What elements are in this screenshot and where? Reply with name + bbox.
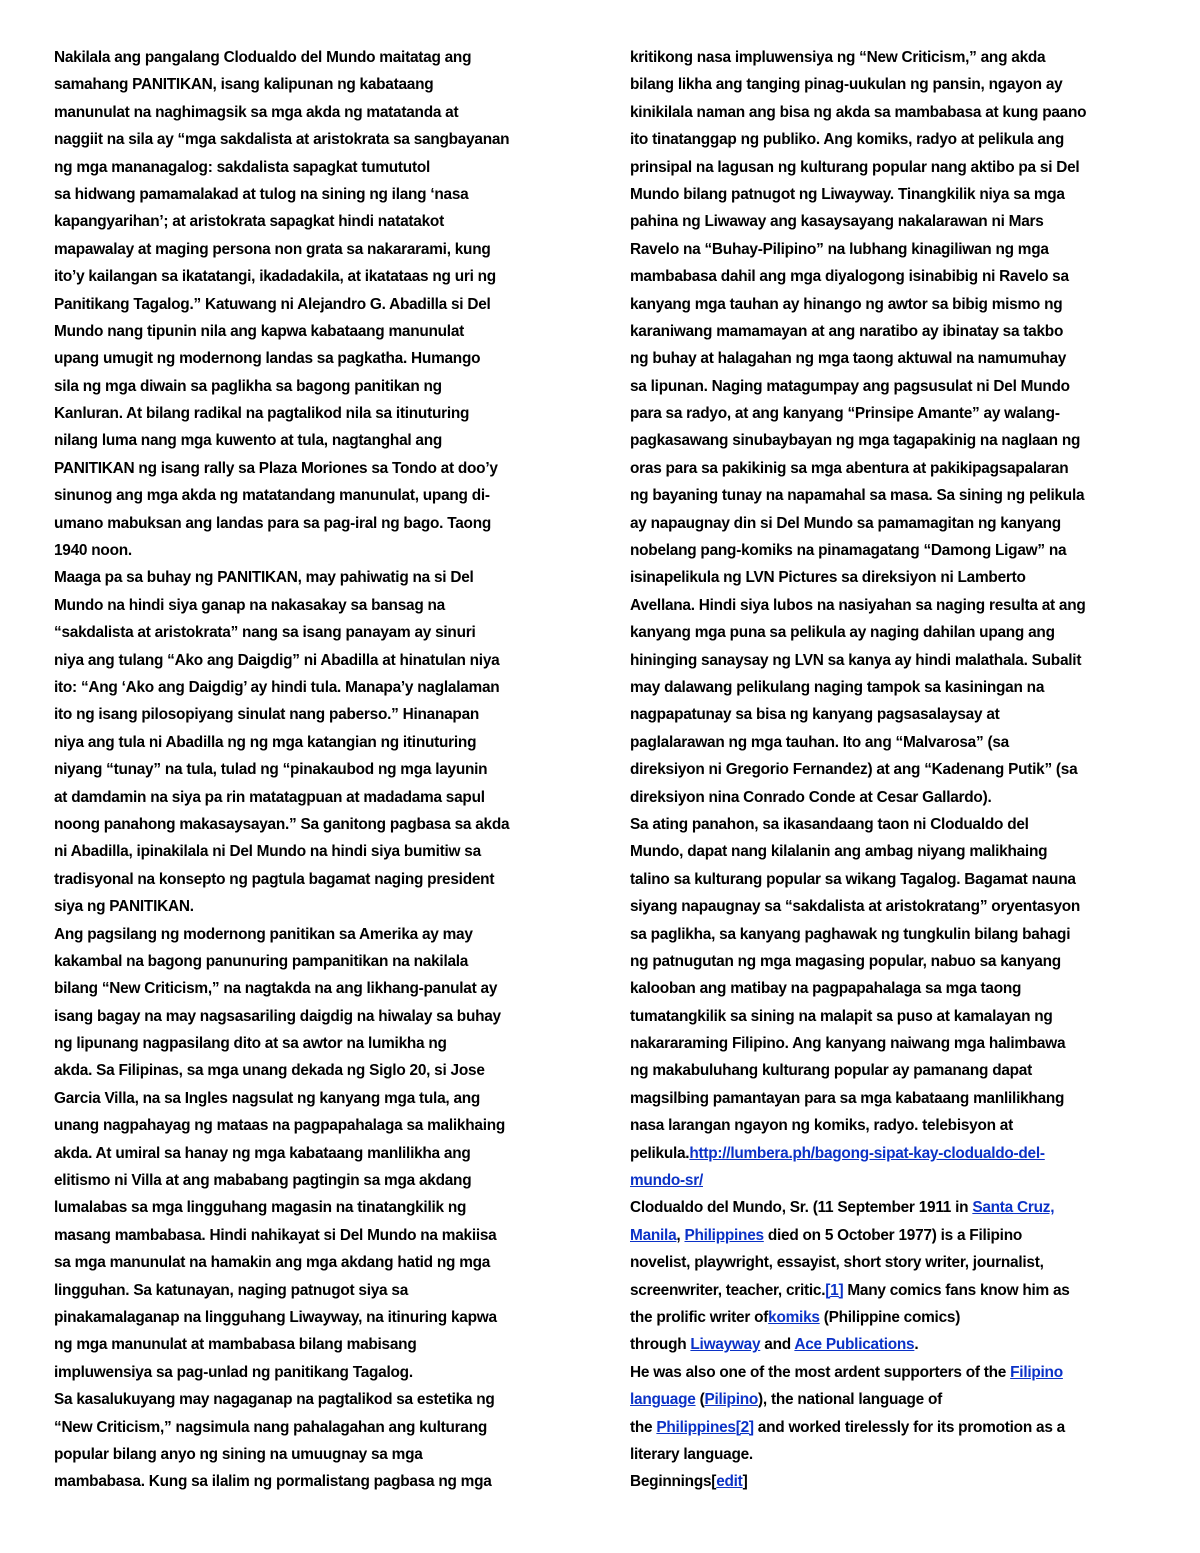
article-text-line: isinapelikula ng LVN Pictures sa direksiyon ni Lamberto <box>630 569 1026 587</box>
article-text-line: Garcia Villa, na sa Ingles nagsulat ng kanyang mga tula, ang <box>54 1089 481 1107</box>
liwayway-link[interactable]: Liwayway <box>690 1336 761 1354</box>
article-text-line: ng lipunang nagpasilang dito at sa awtor na lumikha ng <box>54 1035 447 1053</box>
filipino-language-link[interactable]: Filipino <box>1010 1363 1063 1381</box>
philippines-link[interactable]: Philippines <box>684 1226 764 1244</box>
article-text-line: ng buhay at halagahan ng mga taong aktuwal na namumuhay <box>630 350 1067 368</box>
bio-line <box>630 1194 1142 1221</box>
language-text: He was also one of the most ardent supporters of the <box>630 1363 1011 1381</box>
article-text-line: ng patnugutan ng mga magasing popular, nabuo sa kanyang <box>630 952 1061 970</box>
article-text-line: ito: “Ang ‘Ako ang Daigdig’ ay hindi tula. Manapa’y naglalaman <box>54 678 500 696</box>
article-text-line: ng makabuluhang kulturang popular ay pamanang dapat <box>630 1062 1032 1080</box>
manila-link[interactable]: Manila <box>630 1226 677 1244</box>
right-column-article-text <box>630 44 1142 1140</box>
article-text-line: ito tinatanggap ng publiko. Ang komiks, radyo at pelikula ang <box>630 131 1064 149</box>
language-text: ), the national language of <box>758 1391 942 1409</box>
article-text-line: ay napaugnay din si Del Mundo sa pamamagitan ng kanyang <box>630 514 1061 532</box>
article-text-line: at damdamin na siya pa rin matatagpuan at madadama sapul <box>54 788 485 806</box>
left-column <box>54 44 560 1496</box>
article-text-line: direksiyon nina Conrado Conde at Cesar Gallardo). <box>630 788 992 806</box>
article-text-line: oras para sa pakikinig sa mga abentura at pakikipagsapalaran <box>630 459 1069 477</box>
source-url-link[interactable]: http://lumbera.ph/bagong-sipat-kay-clodualdo-del- <box>689 1144 1045 1162</box>
article-text-line: pagkasawang sinubaybayan ng mga tagapakinig na naglaan ng <box>630 432 1081 450</box>
bio-text: (Philippine comics) <box>819 1308 961 1326</box>
article-text-line: nobelang pang-komiks na pinamagatang “Damong Ligaw” na <box>630 542 1067 560</box>
santa-cruz-link[interactable]: Santa Cruz, <box>972 1199 1055 1217</box>
bio-text: the prolific writer of <box>630 1308 769 1326</box>
article-text-line: sa hidwang pamamalakad at tulog na sining ng ilang ‘nasa <box>54 185 469 203</box>
language-text: and worked tirelessly for its promotion as a <box>753 1418 1065 1436</box>
article-text-line: para sa radyo, at ang kanyang “Prinsipe Amante” ay walang- <box>630 405 1060 423</box>
article-text-line: naggiit na sila ay “mga sakdalista at aristokrata sa sangbayanan <box>54 131 510 149</box>
bio-line <box>630 1331 1142 1358</box>
bio-line <box>630 1249 1142 1276</box>
article-text-line: pinakamalaganap na lingguhang Liwayway, na itinuring kapwa <box>54 1308 497 1326</box>
article-text-line: noong panahong makasaysayan.” Sa ganitong pagbasa sa akda <box>54 815 510 833</box>
article-text-line: niyang “tunay” na tula, tulad ng “pinakaubod ng mga layunin <box>54 761 488 779</box>
article-text-line: tradisyonal na konsepto ng pagtula bagamat naging president <box>54 870 495 888</box>
article-text-line: kinikilala naman ang bisa ng akda sa mambabasa at kung paano <box>630 103 1087 121</box>
article-text-line: “sakdalista at aristokrata” nang sa isang panayam ay sinuri <box>54 624 476 642</box>
article-text-line: Panitikang Tagalog.” Katuwang ni Alejandro G. Abadilla si Del <box>54 295 491 313</box>
article-text-line: sa lipunan. Naging matagumpay ang pagsusulat ni Del Mundo <box>630 377 1070 395</box>
bio-text: , <box>676 1226 685 1244</box>
article-text-line: PANITIKAN ng isang rally sa Plaza Moriones sa Tondo at doo’y <box>54 459 498 477</box>
bio-line <box>630 1277 1142 1304</box>
article-text-line: ng mga mananagalog: sakdalista sapagkat tumututol <box>54 158 431 176</box>
article-text-line: lumalabas sa mga lingguhang magasin na tinatangkilik ng <box>54 1199 467 1217</box>
article-text-line: magsilbing pamantayan para sa mga kabataang manlilikhang <box>630 1089 1065 1107</box>
article-text-line: talino sa kulturang popular sa wikang Tagalog. Bagamat nauna <box>630 870 1076 888</box>
article-text-line: Avellana. Hindi siya lubos na nasiyahan sa naging resulta at ang <box>630 596 1086 614</box>
bio-text: through <box>630 1336 691 1354</box>
article-text-line: nilang luma nang mga kuwento at tula, nagtanghal ang <box>54 432 443 450</box>
article-text-line: Mundo na hindi siya ganap na nakasakay sa bansag na <box>54 596 445 614</box>
ace-publications-link[interactable]: Ace Publications <box>794 1336 915 1354</box>
language-line <box>630 1359 1142 1386</box>
article-text-line: ni Abadilla, ipinakilala ni Del Mundo na hindi siya bumitiw sa <box>54 843 481 861</box>
article-text-line: niya ang tulang “Ako ang Daigdig” ni Abadilla at hinatulan niya <box>54 651 500 669</box>
article-text-line: mambabasa dahil ang mga diyalogong isinabibig ni Ravelo sa <box>630 268 1069 286</box>
article-text-line: Mundo nang tipunin nila ang kapwa kabataang manunulat <box>54 322 465 340</box>
article-text-line: lingguhan. Sa katunayan, naging patnugot siya sa <box>54 1281 409 1299</box>
article-text-line: Sa kasalukuyang may nagaganap na pagtalikod sa estetika ng <box>54 1391 495 1409</box>
article-text-line: hininging sanaysay ng LVN sa kanya ay hindi malathala. Subalit <box>630 651 1082 669</box>
article-text-line: popular bilang anyo ng sining na umuugnay sa mga <box>54 1445 423 1463</box>
article-text-line: akda. Sa Filipinas, sa mga unang dekada ng Siglo 20, si Jose <box>54 1062 485 1080</box>
article-text-line: pahina ng Liwaway ang kasaysayang nakalarawan ni Mars <box>630 213 1044 231</box>
bio-text: novelist, playwright, essayist, short story writer, journalist, <box>630 1254 1044 1272</box>
article-text-line: ng mga manunulat at mambabasa bilang mabisang <box>54 1336 417 1354</box>
bio-line <box>630 1304 1142 1331</box>
article-text-line: Maaga pa sa buhay ng PANITIKAN, may pahiwatig na si Del <box>54 569 474 587</box>
source-prefix: pelikula. <box>630 1144 690 1162</box>
article-text-line: 1940 noon. <box>54 542 132 560</box>
article-text-line: sa mga manunulat na hamakin ang mga akdang hatid ng mga <box>54 1254 491 1272</box>
article-text-line: sila ng mga diwain sa paglikha sa bagong panitikan ng <box>54 377 442 395</box>
article-text-line: prinsipal na lagusan ng kulturang popular nang aktibo pa si Del <box>630 158 1080 176</box>
bio-text: Clodualdo del Mundo, Sr. (11 September 1911 in <box>630 1199 973 1217</box>
article-text-line: Kanluran. At bilang radikal na pagtalikod nila sa itinuturing <box>54 405 470 423</box>
article-text-line: “New Criticism,” nagsimula nang pahalagahan ang kulturang <box>54 1418 488 1436</box>
article-text-line: niya ang tula ni Abadilla ng ng mga katangian ng itinuturing <box>54 733 477 751</box>
article-text-line: kritikong nasa impluwensiya ng “New Criticism,” ang akda <box>630 49 1046 66</box>
article-text-line: may dalawang pelikulang naging tampok sa kasiningan na <box>630 678 1045 696</box>
language-text: ( <box>695 1391 705 1409</box>
language-line <box>630 1386 1142 1413</box>
article-text-line: bilang likha ang tanging pinag-uukulan ng pansin, ngayon ay <box>630 76 1063 94</box>
article-text-line: nagpapatunay sa bisa ng kanyang pagsasalaysay at <box>630 706 1000 724</box>
article-text-line: kalooban ang matibay na pagpapahalaga sa mga taong <box>630 980 1022 998</box>
language-line <box>630 1441 1142 1468</box>
article-text-line: sinunog ang mga akda ng matatandang manunulat, upang di- <box>54 487 490 505</box>
article-text-line: umano mabuksan ang landas para sa pag-iral ng bago. Taong <box>54 514 492 532</box>
article-text-line: direksiyon ni Gregorio Fernandez) at ang “Kadenang Putik” (sa <box>630 761 1078 779</box>
article-text-line: Nakilala ang pangalang Clodualdo del Mundo maitatag ang <box>54 49 472 66</box>
language-text: the <box>630 1418 657 1436</box>
article-text-line: masang mambabasa. Hindi nahikayat si Del Mundo na makiisa <box>54 1226 497 1244</box>
source-url-link-continued[interactable]: mundo-sr/ <box>630 1172 703 1190</box>
article-text-line: ito’y kailangan sa ikatatangi, ikadadakila, at ikatataas ng uri ng <box>54 268 496 286</box>
filipino-language-link-continued[interactable]: language <box>630 1391 696 1409</box>
article-text-line: elitismo ni Villa at ang mababang pagtingin sa mga akdang <box>54 1172 472 1190</box>
bio-text: died on 5 October 1977) is a Filipino <box>763 1226 1022 1244</box>
reference-1-link[interactable]: [1] <box>825 1281 844 1299</box>
bio-line <box>630 1222 1142 1249</box>
article-text-line: samahang PANITIKAN, isang kalipunan ng kabataang <box>54 76 434 94</box>
article-text-line: ng bayaning tunay na napamahal sa masa. Sa sining ng pelikula <box>630 487 1085 505</box>
article-text-line: karaniwang mamamayan at ang naratibo ay ibinatay sa takbo <box>630 322 1064 340</box>
komiks-link[interactable]: komiks <box>768 1308 820 1326</box>
article-text-line: manunulat na naghimagsik sa mga akda ng matatanda at <box>54 103 459 121</box>
pilipino-link[interactable]: Pilipino <box>704 1391 759 1409</box>
source-link-line-2 <box>630 1167 1142 1194</box>
article-text-line: Sa ating panahon, sa ikasandaang taon ni Clodualdo del <box>630 815 1029 833</box>
bio-text: Many comics fans know him as <box>843 1281 1070 1299</box>
right-column <box>630 44 1142 1496</box>
edit-bracket: [ <box>711 1473 717 1491</box>
article-text-line: nakararaming Filipino. Ang kanyang naiwang mga halimbawa <box>630 1035 1066 1053</box>
bio-text: and <box>760 1336 795 1354</box>
article-text-line: kapangyarihan’; at aristokrata sapagkat hindi natatakot <box>54 213 444 231</box>
article-text-line: nasa larangan ngayon ng komiks, radyo. telebisyon at <box>630 1117 1013 1135</box>
bio-text: . <box>914 1336 919 1354</box>
reference-2-link[interactable]: [2] <box>735 1418 754 1436</box>
edit-bracket: ] <box>742 1473 748 1491</box>
article-text-line: mapawalay at maging persona non grata sa nakararami, kung <box>54 240 491 258</box>
article-text-line: Mundo bilang patnugot ng Liwayway. Tinangkilik niya sa mga <box>630 185 1065 203</box>
philippines-link[interactable]: Philippines <box>656 1418 736 1436</box>
source-link-line-1 <box>630 1140 1142 1167</box>
article-text-line: siyang napaugnay sa “sakdalista at aristokratang” oryentasyon <box>630 898 1081 916</box>
article-text-line: Ang pagsilang ng modernong panitikan sa Amerika ay may <box>54 925 473 943</box>
section-heading: Beginnings <box>630 1473 712 1491</box>
article-text-line: paglalarawan ng mga tauhan. Ito ang “Malvarosa” (sa <box>630 733 1009 751</box>
article-text-line: kanyang mga tauhan ay hinango ng awtor sa bibig mismo ng <box>630 295 1063 313</box>
article-text-line: kanyang mga puna sa pelikula ay naging dahilan upang ang <box>630 624 1055 642</box>
article-text-line: Mundo, dapat nang kilalanin ang ambag niyang malikhaing <box>630 843 1048 861</box>
article-text-line: kakambal na bagong panunuring pampanitikan na nakilala <box>54 952 469 970</box>
article-text-line: mambabasa. Kung sa ilalim ng pormalistang pagbasa ng mga <box>54 1473 492 1491</box>
article-text-line: isang bagay na may nagsasariling daigdig na hiwalay sa buhay <box>54 1007 501 1025</box>
article-text-line: unang nagpahayag ng mataas na pagpapahalaga sa malikhaing <box>54 1117 506 1135</box>
edit-link[interactable]: edit <box>716 1473 743 1491</box>
article-text-line: tumatangkilik sa sining na malapit sa puso at kamalayan ng <box>630 1007 1053 1025</box>
article-text-line: ito ng isang pilosopiyang sinulat nang paberso.” Hinanapan <box>54 706 480 724</box>
bio-text: screenwriter, teacher, critic. <box>630 1281 826 1299</box>
article-text-line: sa paglikha, sa kanyang paghawak ng tungkulin bilang bahagi <box>630 925 1071 943</box>
article-text-line: Ravelo na “Buhay-Pilipino” na lubhang kinagiliwan ng mga <box>630 240 1049 258</box>
language-line <box>630 1414 1142 1441</box>
language-text: literary language. <box>630 1445 753 1463</box>
article-text-line: siya ng PANITIKAN. <box>54 898 194 916</box>
article-text-line: upang umugit ng modernong landas sa pagkatha. Humango <box>54 350 481 368</box>
section-heading-line <box>630 1468 1142 1495</box>
article-text-line: akda. At umiral sa hanay ng mga kabataang manlilikha ang <box>54 1144 471 1162</box>
article-text-line: bilang “New Criticism,” na nagtakda na ang likhang-panulat ay <box>54 980 498 998</box>
article-text-line: impluwensiya sa pag-unlad ng panitikang Tagalog. <box>54 1363 413 1381</box>
